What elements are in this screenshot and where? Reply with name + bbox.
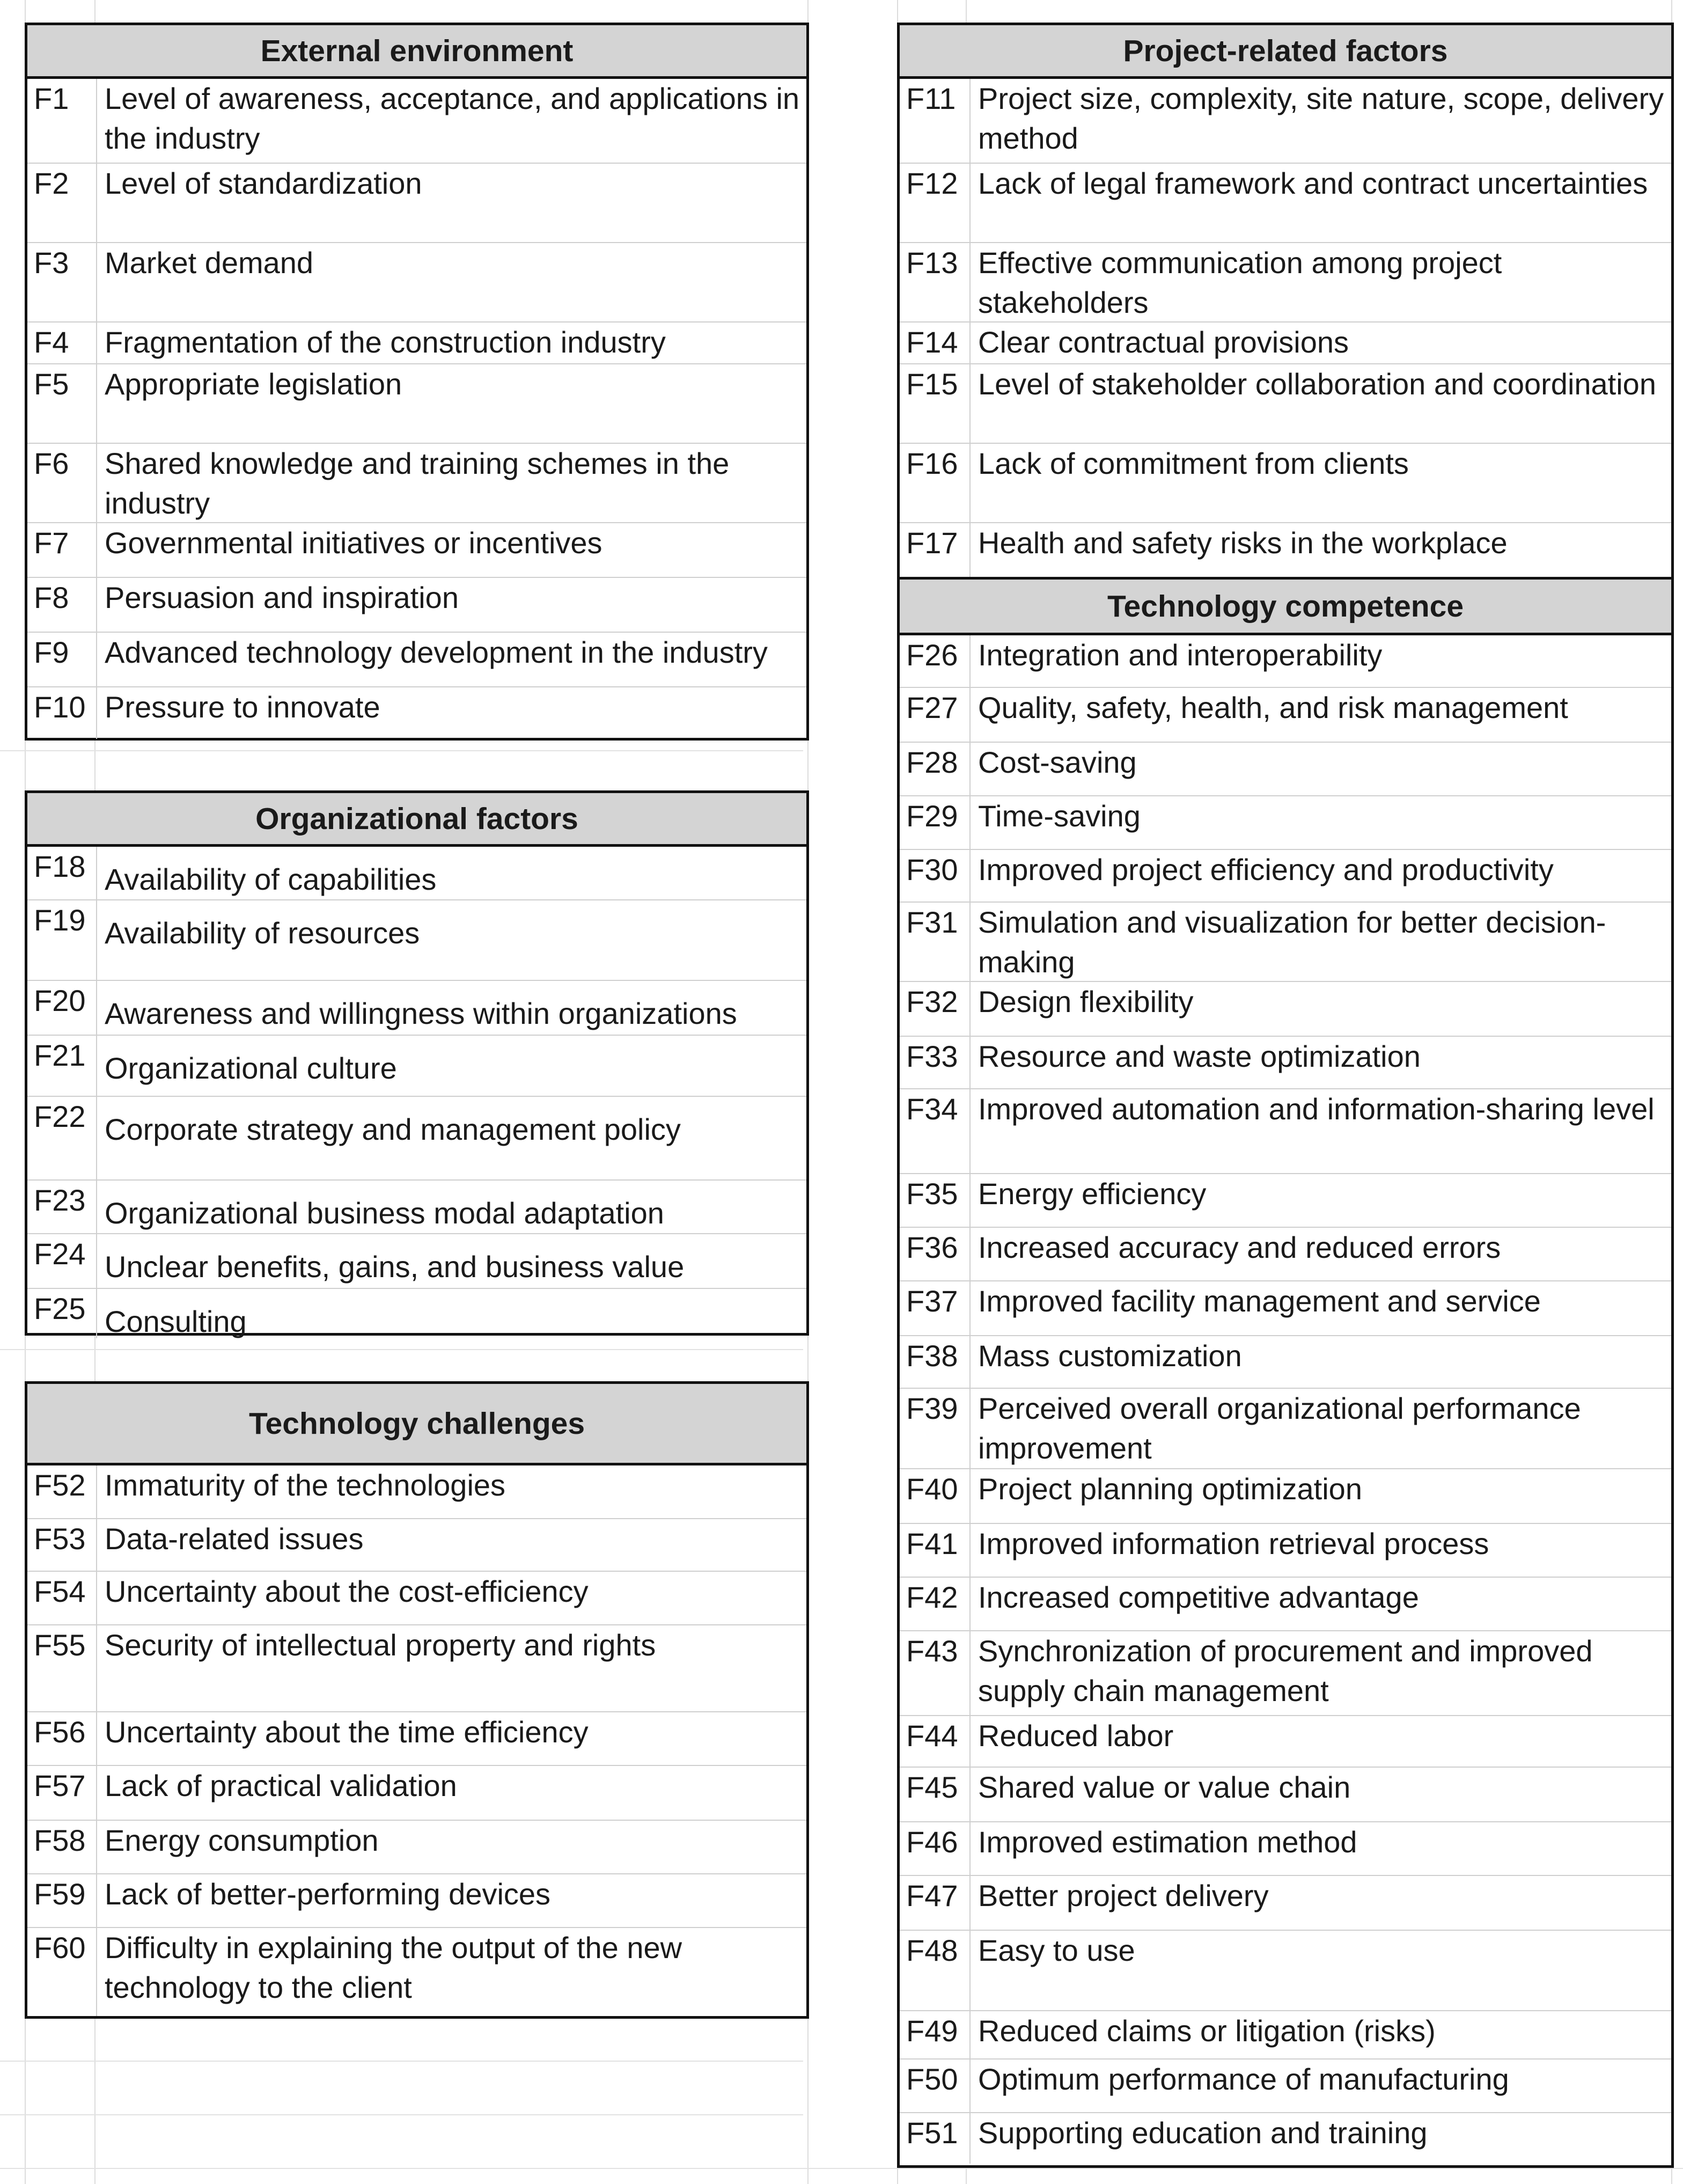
table-row [27,1625,806,1712]
table-row [900,1578,1671,1631]
factor-code: F55 [27,1625,97,1711]
factor-code: F49 [900,2011,971,2058]
factor-description: Improved estimation method [978,1825,1357,1859]
table-row [900,1174,1671,1228]
table-header: Project-related factors [900,25,1671,79]
factor-description: Quality, safety, health, and risk management [978,691,1568,724]
factor-code: F42 [900,1578,971,1630]
factor-description: Governmental initiatives or incentives [105,526,602,560]
table-row [900,1631,1671,1716]
factor-description: Health and safety risks in the workplace [978,526,1508,560]
table-row [900,743,1671,796]
table-row [900,850,1671,903]
table-row [900,164,1671,243]
table-row [900,2011,1671,2060]
factor-description: Availability of resources [105,916,420,950]
factor-code: F26 [900,635,971,687]
factor-code: F60 [27,1928,97,2016]
grid-line [0,2114,803,2115]
table-row [900,1228,1671,1281]
factor-code: F33 [900,1037,971,1088]
factor-code: F14 [900,323,971,363]
factor-code: F40 [900,1469,971,1523]
table-row [900,1716,1671,1768]
table-header: Technology competence [900,580,1671,635]
table-row [900,243,1671,323]
factor-description: Design flexibility [978,985,1194,1018]
table-row [27,981,806,1036]
factor-description: Level of standardization [105,166,422,200]
table-row [27,578,806,633]
factor-description: Increased competitive advantage [978,1580,1419,1614]
factor-code: F47 [900,1876,971,1930]
factor-description: Organizational culture [105,1051,397,1085]
factor-description: Availability of capabilities [105,862,437,896]
table-row [27,1766,806,1821]
factor-code: F3 [27,243,97,321]
factor-code: F35 [900,1174,971,1227]
factor-code: F13 [900,243,971,321]
table-row [900,688,1671,743]
table-row [27,633,806,687]
table-row [900,1876,1671,1931]
table-row [27,1181,806,1234]
table-row [27,900,806,981]
table-row [900,1037,1671,1089]
factor-code: F44 [900,1716,971,1767]
factor-code: F39 [900,1389,971,1468]
factor-code: F6 [27,444,97,522]
factor-description: Consulting [105,1304,247,1338]
factor-code: F23 [27,1181,97,1233]
factor-description: Integration and interoperability [978,638,1383,672]
factor-code: F46 [900,1822,971,1875]
factor-code: F52 [27,1465,97,1518]
factor-code: F4 [27,323,97,363]
factor-description: Persuasion and inspiration [105,581,459,614]
factor-code: F36 [900,1228,971,1280]
factor-description: Synchronization of procurement and improved supply chain management [978,1634,1593,1707]
table-row [27,364,806,444]
table-header: Technology challenges [27,1384,806,1465]
factor-description: Data-related issues [105,1522,364,1556]
factor-description: Better project delivery [978,1879,1269,1912]
grid-line [0,1349,803,1350]
table-row [27,1465,806,1519]
factor-code: F27 [900,688,971,742]
factor-description: Optimum performance of manufacturing [978,2062,1509,2096]
factor-code: F16 [900,444,971,522]
table-row [27,687,806,739]
table-row [27,323,806,364]
table-row [900,79,1671,164]
table-row [900,1336,1671,1389]
organizational-factors-table [25,790,809,1336]
factor-code: F5 [27,364,97,443]
factor-code: F9 [27,633,97,686]
factor-code: F21 [27,1036,97,1096]
table-row [27,523,806,578]
factor-code: F48 [900,1931,971,2010]
table-row [900,1281,1671,1336]
factor-code: F25 [27,1289,97,1338]
table-row [900,982,1671,1037]
factor-description: Level of awareness, acceptance, and applications in the industry [105,82,800,155]
factor-code: F18 [27,847,97,899]
factor-code: F57 [27,1766,97,1820]
factor-description: Energy efficiency [978,1177,1207,1211]
factor-description: Easy to use [978,1933,1135,1967]
factor-code: F31 [900,903,971,981]
table-row [27,243,806,323]
factor-code: F51 [900,2113,971,2164]
factor-description: Shared knowledge and training schemes in the industry [105,446,730,520]
table-row [900,1822,1671,1876]
factor-code: F20 [27,981,97,1035]
factor-description: Lack of practical validation [105,1769,457,1802]
factor-code: F43 [900,1631,971,1715]
factor-code: F54 [27,1572,97,1624]
technology-challenges-table [25,1381,809,2019]
factor-code: F22 [27,1097,97,1179]
factor-code: F38 [900,1336,971,1388]
factor-description: Lack of better-performing devices [105,1877,551,1911]
factor-description: Mass customization [978,1339,1242,1373]
factor-description: Improved information retrieval process [978,1527,1489,1560]
factor-code: F10 [27,687,97,739]
external-environment-table [25,23,809,741]
table-row [900,2060,1671,2113]
factor-description: Reduced labor [978,1719,1174,1753]
factor-description: Time-saving [978,799,1141,833]
factor-code: F1 [27,79,97,163]
factor-description: Appropriate legislation [105,367,402,401]
factor-code: F32 [900,982,971,1036]
factor-code: F28 [900,743,971,795]
factor-description: Organizational business modal adaptation [105,1196,664,1230]
table-row [27,1519,806,1572]
factor-description: Fragmentation of the construction industry [105,325,666,359]
factor-code: F34 [900,1089,971,1173]
table-row [27,1234,806,1289]
factor-code: F56 [27,1712,97,1765]
factor-description: Shared value or value chain [978,1770,1351,1804]
factor-description: Uncertainty about the cost-efficiency [105,1574,589,1608]
factor-description: Unclear benefits, gains, and business value [105,1250,685,1284]
table-row [27,1097,806,1181]
factor-code: F41 [900,1524,971,1577]
factor-code: F29 [900,796,971,849]
factor-description: Uncertainty about the time efficiency [105,1715,589,1749]
table-row [900,1469,1671,1524]
grid-line [0,2168,1683,2169]
factor-description: Reduced claims or litigation (risks) [978,2014,1436,2048]
factor-code: F12 [900,164,971,242]
factor-code: F8 [27,578,97,632]
factor-description: Security of intellectual property and rights [105,1628,656,1662]
table-row [900,444,1671,523]
factor-description: Lack of commitment from clients [978,446,1409,480]
factor-description: Corporate strategy and management policy [105,1112,681,1146]
technology-competence-table [897,577,1674,2168]
table-row [27,847,806,900]
factor-description: Supporting education and training [978,2116,1428,2150]
factor-code: F50 [900,2060,971,2112]
table-row [900,1768,1671,1822]
factor-code: F2 [27,164,97,242]
table-row [27,164,806,243]
table-row [900,1389,1671,1469]
table-row [27,1821,806,1874]
factor-code: F24 [27,1234,97,1288]
factor-code: F15 [900,364,971,443]
table-row [27,1289,806,1338]
grid-line [0,2061,803,2062]
factor-code: F30 [900,850,971,902]
factor-code: F53 [27,1519,97,1571]
table-row [900,1524,1671,1578]
table-row [27,444,806,523]
factor-description: Immaturity of the technologies [105,1468,506,1502]
table-row [27,79,806,164]
factor-description: Effective communication among project stakeholders [978,246,1502,319]
factor-code: F58 [27,1821,97,1873]
factor-code: F37 [900,1281,971,1335]
factor-description: Cost-saving [978,745,1137,779]
factor-description: Resource and waste optimization [978,1039,1421,1073]
table-row [900,364,1671,444]
factor-description: Lack of legal framework and contract uncertainties [978,166,1648,200]
table-row [900,1089,1671,1174]
factor-description: Market demand [105,246,314,280]
factor-description: Improved project efficiency and productivity [978,853,1554,886]
table-row [27,1874,806,1928]
factor-code: F45 [900,1768,971,1821]
table-row [900,1931,1671,2011]
table-header: Organizational factors [27,793,806,847]
table-row [900,903,1671,982]
factor-description: Improved automation and information-sharing level [978,1092,1655,1126]
factor-description: Energy consumption [105,1823,379,1857]
factor-description: Improved facility management and service [978,1284,1541,1318]
grid-line [0,750,803,751]
factor-description: Level of stakeholder collaboration and coordination [978,367,1656,401]
table-row [27,1712,806,1766]
factor-description: Project size, complexity, site nature, scope, delivery method [978,82,1664,155]
factor-description: Increased accuracy and reduced errors [978,1230,1501,1264]
table-row [900,635,1671,688]
factor-description: Advanced technology development in the industry [105,635,768,669]
factor-description: Pressure to innovate [105,690,380,724]
factor-code: F7 [27,523,97,577]
table-row [900,2113,1671,2164]
factor-description: Awareness and willingness within organizations [105,996,737,1030]
factor-description: Simulation and visualization for better decision-making [978,905,1606,979]
factor-code: F17 [900,523,971,595]
factor-code: F19 [27,900,97,980]
project-related-factors-table [897,23,1674,588]
factor-description: Project planning optimization [978,1472,1362,1506]
factor-description: Perceived overall organizational performance improvement [978,1391,1581,1465]
table-row [27,1928,806,2016]
table-row [900,323,1671,364]
factor-description: Difficulty in explaining the output of the new technology to the client [105,1931,682,2004]
factor-code: F11 [900,79,971,163]
table-row [900,796,1671,850]
factor-description: Clear contractual provisions [978,325,1349,359]
table-row [27,1036,806,1097]
factor-code: F59 [27,1874,97,1927]
table-row [27,1572,806,1625]
table-header: External environment [27,25,806,79]
